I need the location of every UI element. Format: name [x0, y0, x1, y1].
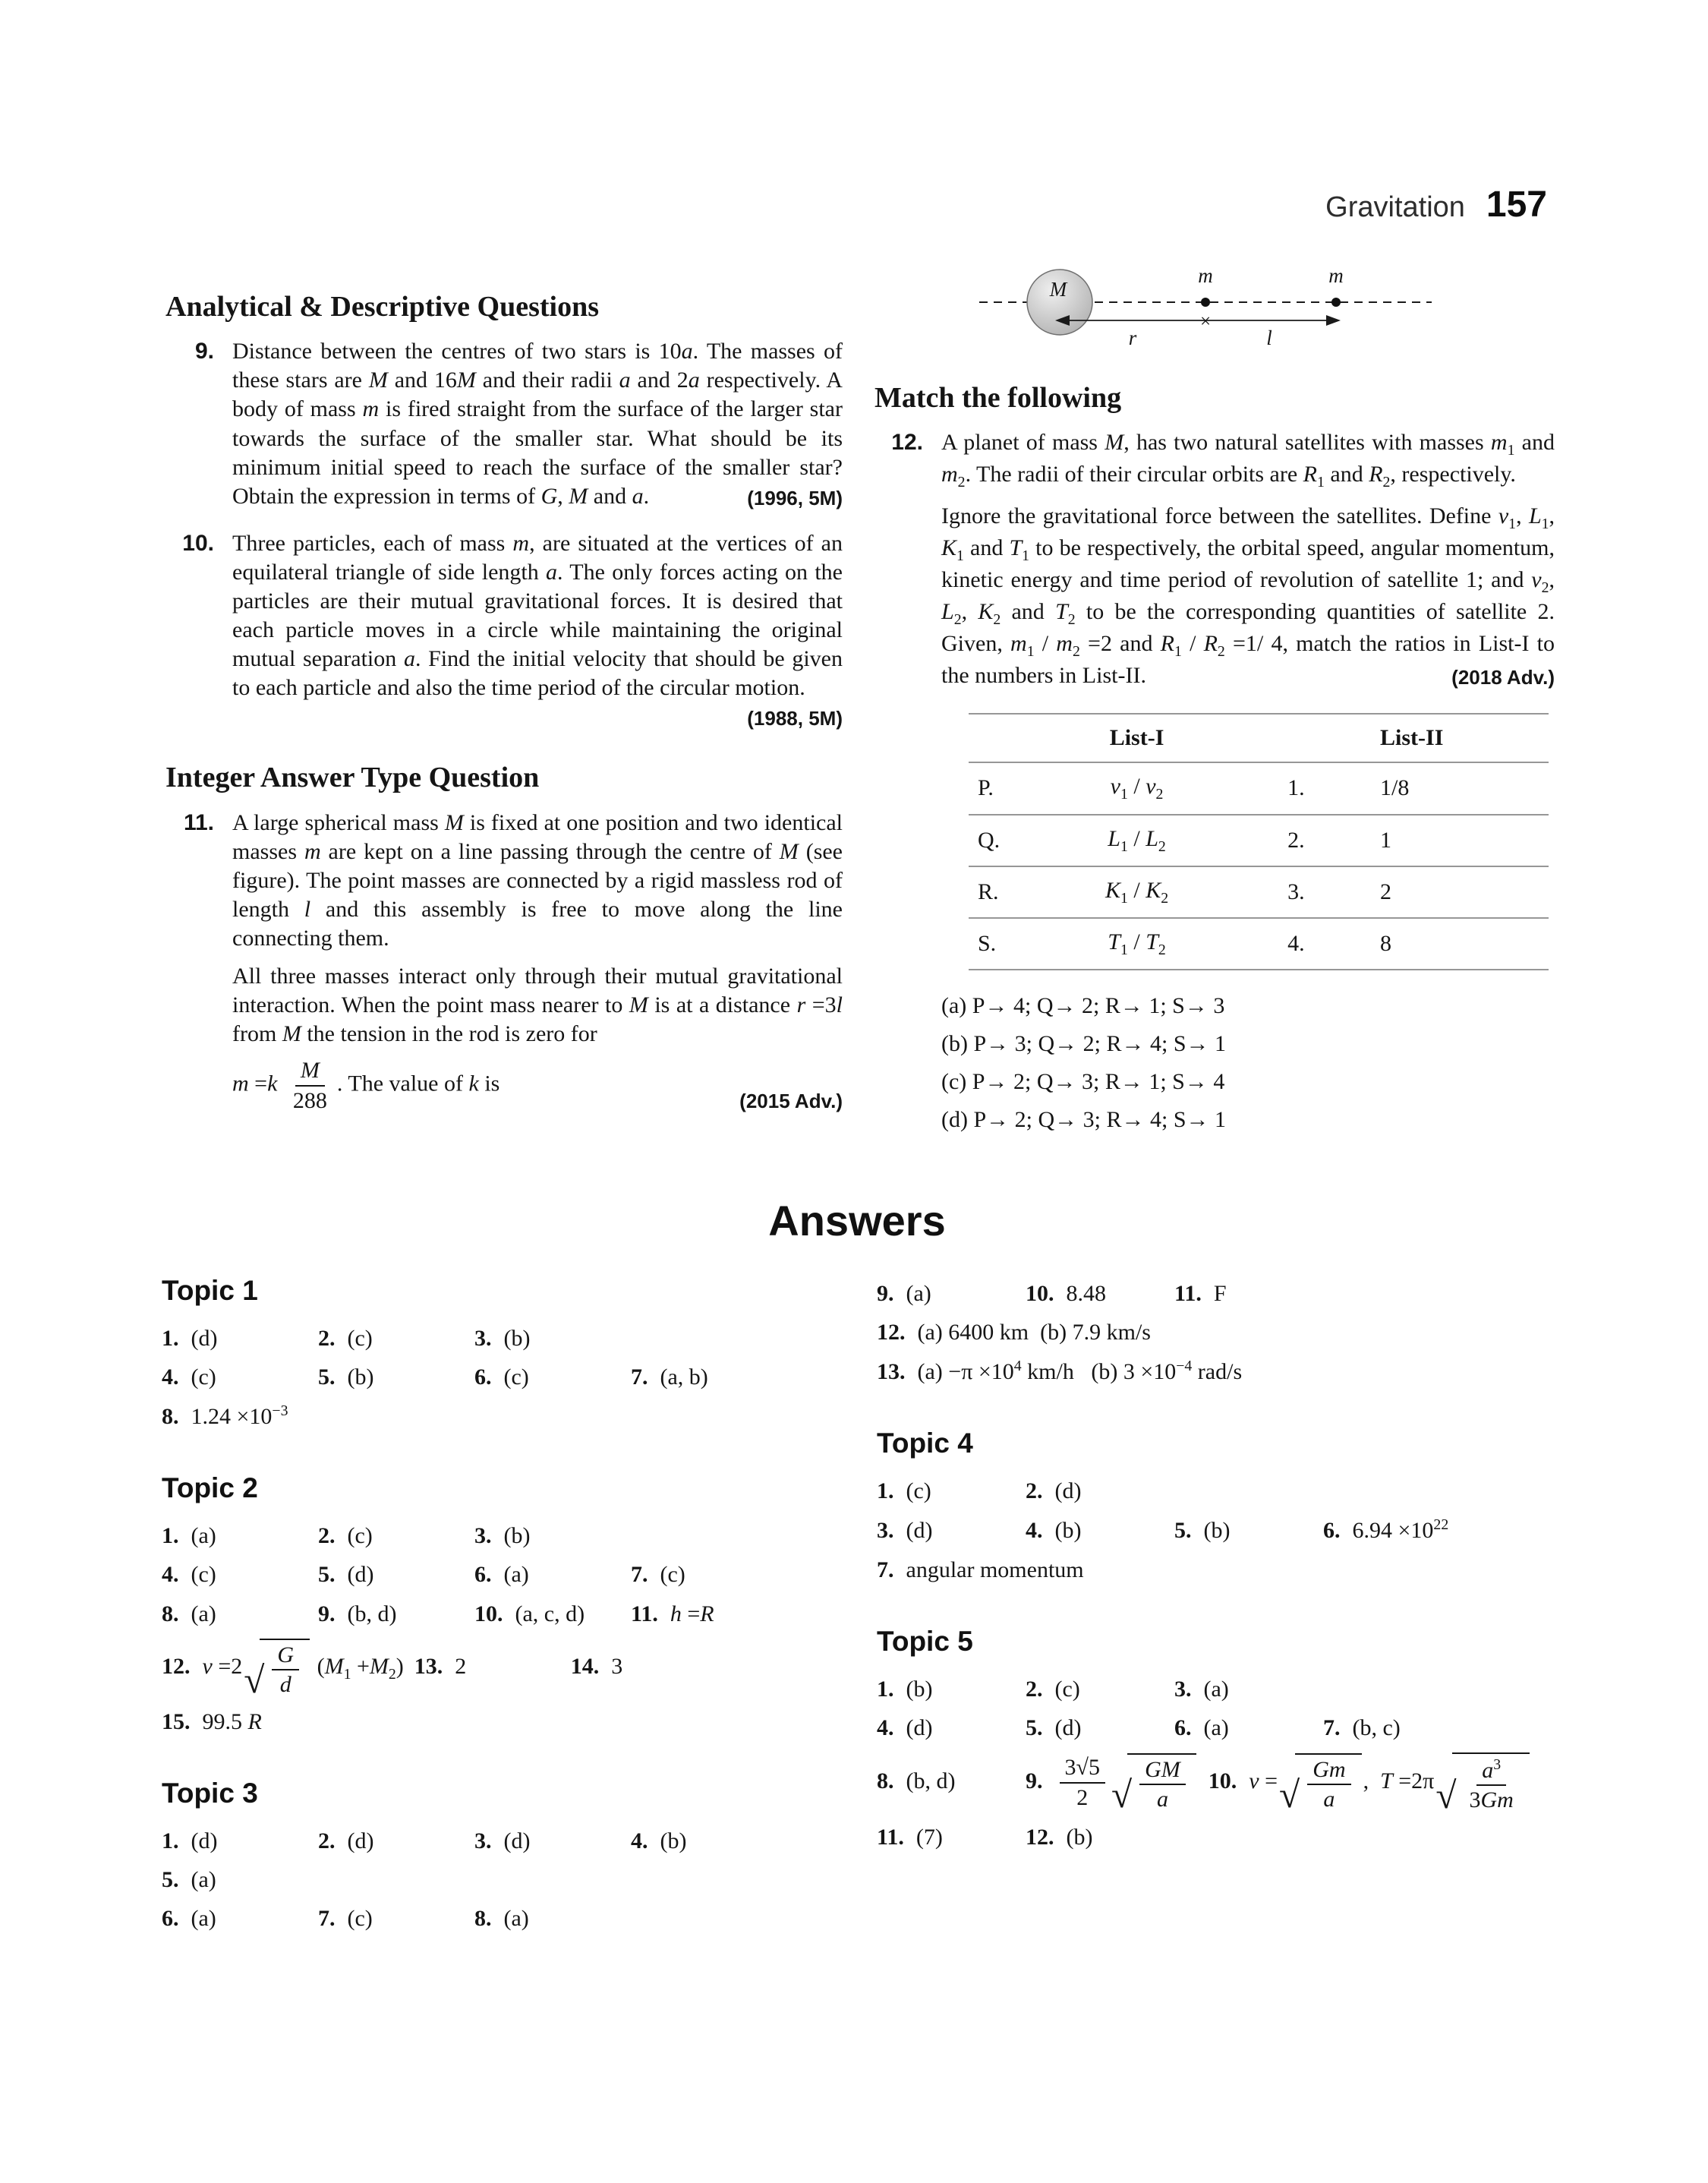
- answers-right-column: [877, 1273, 1552, 1862]
- topic-5-heading: Topic 5: [877, 1625, 973, 1657]
- answer-number: 7.: [1323, 1715, 1341, 1740]
- question-11-formula-line: [232, 1058, 843, 1113]
- answer-row: [162, 1600, 837, 1629]
- question-11-para1: A large spherical mass M is fixed at one position and two identical masses m are kept on a line passing through the centre of M (see figure). The point masses are connected by a rigid massless rod of length l and this assembly is free to move along the line connecting them.: [232, 809, 843, 951]
- match-row-R: [969, 866, 1549, 918]
- answer-number: 7.: [631, 1364, 648, 1390]
- match-row-value: 1/8: [1322, 762, 1549, 814]
- question-9-number: 9.: [194, 339, 214, 364]
- answer-number: 9.: [1026, 1768, 1043, 1793]
- question-10-text-span: Three particles, each of mass m, are situated at the vertices of an equilateral triangle of side length a. The only forces acting on the particles are their mutual gravitational forces. It is desired that each particle moves in a circle while maintaining the original mutual separation a. Find the initial velocity that should be given to each particle and also the time period of the circular motion.: [232, 530, 843, 701]
- answer-number: 15.: [162, 1708, 191, 1734]
- answer-number: 5.: [318, 1562, 336, 1588]
- answer-item: [1174, 1279, 1323, 1308]
- answer-number: 5.: [318, 1364, 336, 1390]
- answer-row: [877, 1752, 1552, 1816]
- answer-value: (d): [1054, 1478, 1082, 1504]
- answer-number: 6.: [1323, 1518, 1341, 1544]
- match-row-label: S.: [969, 918, 1050, 970]
- answer-item: [162, 1827, 318, 1856]
- answer-number: 12.: [162, 1653, 191, 1679]
- point-mass-1-dot: [1201, 298, 1210, 307]
- answer-value: (7): [915, 1825, 943, 1850]
- match-table: [969, 713, 1549, 970]
- answer-number: 6.: [162, 1906, 179, 1932]
- answer-item: [631, 1363, 787, 1392]
- answer-value: angular momentum: [906, 1557, 1084, 1582]
- match-row-S: [969, 918, 1549, 970]
- question-9-text: [232, 337, 843, 511]
- topic-2-heading: Topic 2: [162, 1472, 258, 1504]
- answer-row: [162, 1522, 837, 1550]
- answer-item: [162, 1522, 318, 1550]
- answer-value: (c): [191, 1562, 216, 1588]
- answer-value: (b): [1203, 1518, 1231, 1544]
- answer-row: [877, 1477, 1552, 1506]
- answer-value: (d): [503, 1828, 531, 1853]
- answer-number: 8.: [162, 1601, 179, 1626]
- section-title-match: Match the following: [874, 382, 1122, 414]
- answer-row: [162, 1904, 837, 1933]
- answer-value: (c): [1054, 1676, 1080, 1702]
- match-row-item: $K_1 / K_2$: [1050, 866, 1224, 918]
- answer-item: [1026, 1714, 1174, 1743]
- answer-item: [162, 1866, 318, 1894]
- answer-number: 6.: [1174, 1715, 1192, 1740]
- match-row-item: $T_1 / T_2$: [1050, 918, 1224, 970]
- answer-number: 3.: [1174, 1676, 1192, 1702]
- answer-number: 3.: [474, 1326, 492, 1352]
- answer-item: [1026, 1675, 1174, 1704]
- topic-1-answers: [162, 1324, 837, 1431]
- answer-value: v = √ $\frac{Gm}{a}$ , T =2π √ $\frac{a^3}{3Gm}$: [1249, 1768, 1531, 1793]
- answer-value: (b): [1054, 1518, 1082, 1544]
- answer-number: 2.: [318, 1828, 336, 1853]
- answer-value: $1.24 \times 10^{-3}$: [191, 1402, 288, 1430]
- question-10-year-tag: (1988, 5M): [747, 707, 843, 730]
- answer-value: (c): [347, 1326, 373, 1352]
- answer-row: [162, 1639, 837, 1701]
- answer-number: 12.: [877, 1320, 906, 1345]
- option-a: (a) P→ 4; Q→ 2; R→ 1; S→ 3: [941, 992, 1225, 1018]
- answer-item: [474, 1560, 631, 1589]
- answers-columns: [162, 1273, 1552, 1943]
- point-mass-2-dot: [1331, 298, 1341, 307]
- answer-value: (a): [906, 1281, 931, 1307]
- answer-item: [631, 1827, 787, 1856]
- question-10-text: [232, 529, 843, 730]
- answer-number: 1.: [162, 1828, 179, 1853]
- question-10: [165, 529, 843, 728]
- answer-item: [631, 1560, 787, 1589]
- answer-number: 6.: [474, 1364, 492, 1390]
- answer-number: 1.: [877, 1478, 894, 1504]
- junction-cross-mark: ×: [1199, 311, 1212, 332]
- answer-number: 1.: [162, 1523, 179, 1549]
- answer-item: [1208, 1752, 1542, 1816]
- answer-row: [162, 1324, 837, 1353]
- topic-1-heading: Topic 1: [162, 1275, 258, 1307]
- list1-header: List-I: [1050, 714, 1224, 762]
- answer-value: (b): [347, 1364, 374, 1390]
- page-header: [1325, 182, 1547, 229]
- answer-row: [877, 1675, 1552, 1704]
- option-c: (c) P→ 2; Q→ 3; R→ 1; S→ 4: [941, 1069, 1225, 1095]
- answer-number: 4.: [1026, 1518, 1043, 1544]
- answer-value: 3: [611, 1653, 623, 1679]
- match-header-blank-1: [969, 714, 1050, 762]
- match-row-Q: [969, 815, 1549, 866]
- answers-heading: Answers: [768, 1197, 946, 1244]
- answer-number: 11.: [877, 1825, 904, 1850]
- match-row-value: 1: [1322, 815, 1549, 866]
- answer-item: [631, 1600, 787, 1629]
- answer-value: (c): [347, 1906, 373, 1932]
- answer-number: 6.: [474, 1562, 492, 1588]
- answer-value: (a): [1203, 1715, 1229, 1740]
- match-row-label: P.: [969, 762, 1050, 814]
- answer-number: 2.: [318, 1523, 336, 1549]
- answer-value: (c): [191, 1364, 216, 1390]
- answer-value: v =2 √ $\frac{G}{d}$ $(M_1 +M_2)$: [203, 1654, 404, 1679]
- answer-item: [162, 1708, 318, 1737]
- question-11: [165, 809, 843, 1114]
- answer-value: (d): [1054, 1715, 1082, 1740]
- point-mass-1-label: m: [1198, 267, 1213, 287]
- answer-item: [1174, 1714, 1323, 1743]
- match-row-P: [969, 762, 1549, 814]
- answer-value: (b, d): [347, 1601, 397, 1626]
- answer-row: [162, 1560, 837, 1589]
- answer-item: [162, 1363, 318, 1392]
- right-top-column: [874, 267, 1555, 1144]
- topic-3-heading: Topic 3: [162, 1777, 258, 1809]
- question-10-number: 10.: [182, 530, 214, 556]
- answer-row: [162, 1866, 837, 1894]
- answer-row: [162, 1827, 837, 1856]
- question-12: [874, 428, 1555, 690]
- answer-value: 8.48: [1066, 1281, 1106, 1307]
- distance-r-label: r: [1128, 327, 1137, 349]
- answer-number: 2.: [1026, 1478, 1043, 1504]
- answer-item: [318, 1560, 474, 1589]
- answer-number: 4.: [162, 1364, 179, 1390]
- answer-number: 10.: [474, 1601, 503, 1626]
- answer-number: 12.: [1026, 1825, 1054, 1850]
- topic-5-answers: [877, 1675, 1552, 1852]
- topic-3-answers: [162, 1827, 837, 1933]
- answer-value: 99.5 R: [202, 1708, 262, 1734]
- answer-item: [877, 1516, 1026, 1545]
- question-9: [165, 337, 843, 511]
- answer-row: [162, 1708, 837, 1737]
- arrowhead-right-icon: [1326, 315, 1341, 326]
- answer-value: (d): [347, 1828, 374, 1853]
- match-row-num: 2.: [1224, 815, 1322, 866]
- large-mass-label: M: [1049, 278, 1067, 301]
- answer-item: [318, 1827, 474, 1856]
- answer-item: [162, 1324, 318, 1353]
- answer-value: (b): [660, 1828, 687, 1853]
- answer-number: 11.: [631, 1601, 658, 1626]
- match-header-blank-2: [1224, 714, 1322, 762]
- answer-row: [877, 1823, 1552, 1852]
- answer-row: [877, 1357, 1552, 1386]
- answer-number: 2.: [1026, 1676, 1043, 1702]
- answer-row: [877, 1556, 1552, 1585]
- match-row-item: $v_1 / v_2$: [1050, 762, 1224, 814]
- match-row-label: Q.: [969, 815, 1050, 866]
- answer-number: 4.: [162, 1562, 179, 1588]
- answer-row: [877, 1714, 1552, 1743]
- chapter-title: Gravitation: [1325, 191, 1465, 223]
- answer-item: [474, 1827, 631, 1856]
- question-11-number: 11.: [183, 809, 214, 835]
- match-row-num: 3.: [1224, 866, 1322, 918]
- question-12-para1: A planet of mass M, has two natural satellites with masses $m_1$ and $m_2$. The radii of their circular orbits are $R_1$ and $R_2$, respectively.: [941, 430, 1555, 491]
- answer-item: [162, 1904, 318, 1933]
- answer-value: (c): [660, 1562, 685, 1588]
- answer-value: (b, c): [1352, 1715, 1401, 1740]
- answer-item: [162, 1402, 318, 1431]
- answer-value: (a) 6400 km (b) 7.9 km/s: [917, 1320, 1151, 1345]
- answer-number: 13.: [877, 1359, 906, 1385]
- answer-item: [1026, 1823, 1174, 1852]
- answer-value: (a): [191, 1601, 216, 1626]
- question-9-year-tag: (1996, 5M): [747, 486, 843, 509]
- answer-number: 2.: [318, 1326, 336, 1352]
- question-12-body: [923, 428, 1555, 690]
- answer-number: 10.: [1026, 1281, 1054, 1307]
- answer-value: (a): [191, 1867, 216, 1892]
- page-number: 157: [1486, 185, 1547, 225]
- answer-number: 8.: [877, 1768, 894, 1793]
- answer-number: 14.: [570, 1653, 600, 1679]
- question-12-para2: [941, 502, 1555, 691]
- answer-item: [318, 1904, 474, 1933]
- answer-item: [877, 1823, 1026, 1852]
- question-12-number: 12.: [891, 430, 923, 456]
- answer-number: 5.: [1174, 1518, 1192, 1544]
- answer-item: [474, 1600, 631, 1629]
- answer-value: (a): [503, 1562, 529, 1588]
- answer-value: (b): [503, 1326, 531, 1352]
- question-12-year-tag: (2018 Adv.): [1451, 666, 1555, 689]
- list2-header: List-II: [1322, 714, 1549, 762]
- topic-4-heading: Topic 4: [877, 1427, 973, 1459]
- answer-row: [877, 1318, 1552, 1347]
- section-title-integer: Integer Answer Type Question: [165, 762, 540, 794]
- question-9-text-span: Distance between the centres of two stars is 10a. The masses of these stars are M and 16M and their radii a and 2a respectively. A body of mass m is fired straight from the surface of the larger star towards the surface of the smaller star. What should be its minimum initial speed to reach the surface of the smaller star? Obtain the expression in terms of G, M and a.: [232, 339, 843, 509]
- answer-number: 4.: [877, 1715, 894, 1740]
- answer-number: 5.: [162, 1867, 179, 1892]
- answer-item: [1174, 1675, 1323, 1704]
- answer-item: [162, 1639, 414, 1701]
- answer-item: [877, 1675, 1026, 1704]
- answer-number: 9.: [318, 1601, 336, 1626]
- match-options: [941, 992, 1555, 1134]
- answer-value: (c): [503, 1364, 529, 1390]
- answer-value: (a): [1203, 1676, 1229, 1702]
- answer-row: [162, 1402, 837, 1431]
- answer-value: $(a) -\pi \times 10^4$ km/h (b) $3 \times 10^{-4}$ rad/s: [917, 1358, 1243, 1385]
- match-row-value: 8: [1322, 918, 1549, 970]
- answer-item: [474, 1324, 631, 1353]
- match-row-value: 2: [1322, 866, 1549, 918]
- option-d: (d) P→ 2; Q→ 3; R→ 4; S→ 1: [941, 1107, 1227, 1133]
- answer-item: [318, 1324, 474, 1353]
- answer-number: 1.: [162, 1326, 179, 1352]
- answer-item: [877, 1279, 1026, 1308]
- answer-number: 8.: [474, 1906, 492, 1932]
- answer-number: 3.: [474, 1523, 492, 1549]
- answer-item: [877, 1556, 1095, 1585]
- answer-value: h =R: [670, 1601, 714, 1626]
- answer-number: 5.: [1026, 1715, 1043, 1740]
- answer-value: (a, b): [660, 1364, 708, 1390]
- answer-value: F: [1213, 1281, 1227, 1307]
- answer-value: 2: [455, 1653, 467, 1679]
- answer-value: (d): [906, 1715, 933, 1740]
- answer-item: [1323, 1516, 1472, 1545]
- section-title-analytical: Analytical & Descriptive Questions: [165, 291, 600, 323]
- answer-value: (a): [191, 1523, 216, 1549]
- answer-number: 10.: [1208, 1768, 1237, 1793]
- topic-2-answers: [162, 1522, 837, 1737]
- answer-number: 3.: [474, 1828, 492, 1853]
- answer-value: (b): [1066, 1825, 1093, 1850]
- topic-4-answers: [877, 1477, 1552, 1584]
- answer-item: [474, 1363, 631, 1392]
- match-row-item: $L_1 / L_2$: [1050, 815, 1224, 866]
- answer-value: (a): [503, 1906, 529, 1932]
- answer-item: [1026, 1477, 1174, 1506]
- answer-item: [877, 1714, 1026, 1743]
- question-9-body: [214, 337, 843, 511]
- answer-item: [474, 1522, 631, 1550]
- figure-mass-system: [978, 267, 1433, 358]
- answer-value: (b): [906, 1676, 933, 1702]
- answers-left-column: [162, 1273, 837, 1943]
- answer-number: 7.: [318, 1906, 336, 1932]
- answer-item: [1174, 1516, 1323, 1545]
- answer-item: [571, 1652, 727, 1681]
- questions-left-column: [165, 289, 843, 1132]
- topic-3-continued-answers: [877, 1279, 1552, 1386]
- answer-item: [414, 1652, 571, 1681]
- answer-value: (c): [347, 1523, 373, 1549]
- answer-row: [877, 1516, 1552, 1545]
- answer-item: [877, 1477, 1026, 1506]
- answer-row: [162, 1363, 837, 1392]
- match-row-num: 1.: [1224, 762, 1322, 814]
- answer-item: [1026, 1516, 1174, 1545]
- answer-value: (d): [191, 1828, 218, 1853]
- answer-item: [1026, 1753, 1209, 1815]
- answer-number: 4.: [631, 1828, 648, 1853]
- question-11-year-tag: (2015 Adv.): [739, 1089, 843, 1112]
- answer-number: 11.: [1174, 1281, 1202, 1307]
- answer-value: (c): [906, 1478, 931, 1504]
- option-b: (b) P→ 3; Q→ 2; R→ 4; S→ 1: [941, 1031, 1227, 1057]
- answer-value: (a): [191, 1906, 216, 1932]
- answer-number: 9.: [877, 1281, 894, 1307]
- answer-number: 7.: [877, 1557, 894, 1582]
- answer-value: (b, d): [906, 1768, 956, 1793]
- answer-value: (d): [191, 1326, 218, 1352]
- question-11-formula: m =k $\frac{M}{288}$ . The value of k is: [232, 1058, 500, 1113]
- point-mass-2-label: m: [1328, 267, 1344, 287]
- question-10-body: [214, 529, 843, 728]
- answer-item: [318, 1522, 474, 1550]
- answer-value: $6.94 \times 10^{22}$: [1352, 1516, 1449, 1544]
- answer-value: (a, c, d): [515, 1601, 585, 1626]
- answer-value: (d): [906, 1518, 933, 1544]
- answer-item: [1026, 1279, 1174, 1308]
- answer-number: 13.: [414, 1653, 443, 1679]
- distance-l-label: l: [1266, 327, 1272, 349]
- question-11-para2: All three masses interact only through their mutual gravitational interaction. When the point mass nearer to M is at a distance r =3l from M the tension in the rod is zero for: [232, 964, 843, 1047]
- answer-item: [318, 1600, 474, 1629]
- answer-value: $\frac{3√5}{2}$ √ $\frac{GM}{a}$: [1055, 1768, 1198, 1793]
- match-row-num: 4.: [1224, 918, 1322, 970]
- answer-number: 3.: [877, 1518, 894, 1544]
- answer-item: [877, 1357, 1253, 1386]
- question-11-body: [214, 809, 843, 1114]
- answer-item: [162, 1600, 318, 1629]
- answer-value: (b): [503, 1523, 531, 1549]
- answer-item: [877, 1767, 1026, 1796]
- answer-number: 1.: [877, 1676, 894, 1702]
- match-table-header-row: [969, 714, 1549, 762]
- match-row-label: R.: [969, 866, 1050, 918]
- answer-item: [474, 1904, 631, 1933]
- answer-number: 7.: [631, 1562, 648, 1588]
- answer-item: [877, 1318, 1161, 1347]
- question-12-para2-span: Ignore the gravitational force between the satellites. Define $v_1$, $L_1$, $K_1$ and $T_1$ to be respectively, the orbital speed, angular momentum, kinetic energy and time period of revolution of satellite 1; and $v_2$, $L_2$, $K_2$ and $T_2$ to be the corresponding quantities of satellite 2. Given, $m_1 / m_2 =2$ and $R_1 / R_2 =1/$ 4, match the ratios in List-I to the numbers in List-II.: [941, 503, 1555, 689]
- answer-number: 8.: [162, 1404, 179, 1430]
- answers-section: [162, 1194, 1552, 1943]
- answer-value: (d): [347, 1562, 374, 1588]
- answer-row: [877, 1279, 1552, 1308]
- answer-item: [1323, 1714, 1472, 1743]
- answer-item: [318, 1363, 474, 1392]
- answer-item: [162, 1560, 318, 1589]
